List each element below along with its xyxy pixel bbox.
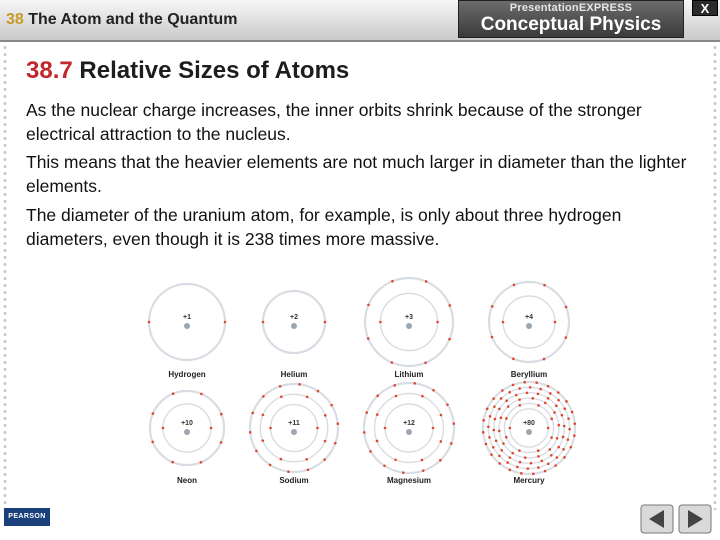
electron (316, 427, 319, 430)
electron (488, 436, 491, 439)
electron (363, 431, 366, 434)
electron (269, 427, 272, 430)
electron (565, 400, 568, 403)
electron (376, 440, 379, 443)
electron (550, 436, 553, 439)
electron (550, 417, 553, 420)
orbit-shell (163, 404, 211, 452)
electron (383, 464, 386, 467)
electron (200, 461, 203, 464)
electron (518, 398, 521, 401)
electron (262, 414, 265, 417)
electron (330, 404, 333, 407)
electron (421, 395, 424, 398)
electron (557, 391, 560, 394)
electron (506, 461, 509, 464)
nuclear-charge: +11 (288, 420, 300, 427)
electron (530, 462, 533, 465)
electron (336, 422, 339, 425)
atom-mercury-diagram (479, 384, 579, 476)
electron (424, 361, 427, 364)
electron (422, 469, 425, 472)
electron (450, 442, 453, 445)
electron (280, 458, 283, 461)
electron (571, 411, 574, 414)
electron (567, 438, 570, 441)
electron (482, 431, 485, 434)
electron (367, 304, 370, 307)
electron (439, 459, 442, 462)
nucleus (526, 429, 532, 435)
electron (452, 422, 455, 425)
atom-lithium-diagram (359, 276, 459, 371)
electron (287, 470, 290, 473)
nuclear-charge: +3 (405, 314, 413, 321)
electron (334, 442, 337, 445)
atom-label: Mercury (513, 476, 545, 485)
left-dot-border (2, 44, 8, 510)
electron (563, 407, 566, 410)
electron (565, 336, 568, 339)
electron (509, 469, 512, 472)
electron (493, 405, 496, 408)
electron (486, 408, 489, 411)
electron (200, 393, 203, 396)
electron (489, 415, 492, 418)
electron (563, 425, 566, 428)
electron (492, 446, 495, 449)
electron (568, 428, 571, 431)
electron (220, 441, 223, 444)
pearson-logo: PEARSON (4, 508, 50, 526)
electron (553, 411, 556, 414)
orbit-shell (510, 409, 548, 447)
atom-hydrogen-diagram (137, 276, 237, 371)
electron (172, 392, 175, 395)
electron (508, 391, 511, 394)
electron (550, 454, 553, 457)
electron (391, 361, 394, 364)
electron (509, 456, 512, 459)
electron (498, 462, 501, 465)
orbit-shell (149, 284, 225, 360)
electron (324, 440, 327, 443)
electron (556, 456, 559, 459)
nuclear-charge: +12 (403, 420, 415, 427)
electron (562, 448, 565, 451)
electron (365, 411, 368, 414)
electron (498, 408, 501, 411)
orbit-shell (380, 293, 437, 350)
nucleus (406, 429, 412, 435)
electron (526, 391, 529, 394)
electron (432, 389, 435, 392)
atom-label: Beryllium (510, 370, 548, 379)
nuclear-charge: +80 (523, 420, 535, 427)
electron (324, 321, 327, 324)
nucleus (184, 429, 190, 435)
electron (491, 336, 494, 339)
electron (537, 404, 540, 407)
right-dot-border (712, 44, 718, 510)
electron (324, 414, 327, 417)
electron (518, 449, 521, 452)
electron (527, 467, 530, 470)
atom-label: Lithium (394, 370, 424, 379)
electron (485, 443, 488, 446)
electron (500, 416, 503, 419)
electron (162, 427, 165, 430)
electron (393, 384, 396, 387)
electron (249, 431, 252, 434)
electron (262, 321, 265, 324)
atom-helium-diagram (244, 276, 344, 371)
electron (224, 321, 227, 324)
electron (269, 464, 272, 467)
electron (446, 403, 449, 406)
electron (421, 459, 424, 462)
orbit-shell (271, 405, 318, 452)
electron (494, 418, 497, 421)
electron (505, 436, 508, 439)
electron (436, 321, 439, 324)
electron (495, 439, 498, 442)
electron (262, 395, 265, 398)
electron (298, 383, 301, 386)
electron (561, 414, 564, 417)
electron (367, 337, 370, 340)
electron (557, 424, 560, 427)
atom-label: Sodium (279, 476, 309, 485)
electron (529, 386, 532, 389)
electron (500, 449, 503, 452)
electron (543, 358, 546, 361)
orbit-shell (150, 391, 224, 465)
electron (531, 397, 534, 400)
electron (501, 389, 504, 392)
electron (513, 284, 516, 287)
electron (556, 437, 559, 440)
electron (307, 468, 310, 471)
electron (379, 321, 382, 324)
electron (500, 397, 503, 400)
electron (570, 446, 573, 449)
electron (280, 395, 283, 398)
electron (567, 417, 570, 420)
electron (547, 427, 550, 430)
electron (573, 434, 576, 437)
orbit-shell (385, 404, 433, 452)
electron (369, 450, 372, 453)
nuclear-charge: +1 (183, 314, 191, 321)
atom-sodium-diagram (244, 384, 344, 476)
orbit-shell (489, 282, 569, 362)
electron (152, 412, 155, 415)
electron (220, 413, 223, 416)
electron (425, 280, 428, 283)
electron (384, 427, 387, 430)
section-number: 38.7 (26, 57, 73, 84)
electron (562, 436, 565, 439)
electron (520, 472, 523, 475)
electron (151, 441, 154, 444)
electron (516, 466, 519, 469)
electron (505, 399, 508, 402)
electron (543, 284, 546, 287)
electron (507, 405, 510, 408)
electron (565, 306, 568, 309)
orbit-shell (365, 278, 453, 366)
electron (279, 385, 282, 388)
atom-label: Magnesium (386, 476, 431, 485)
nucleus (291, 323, 297, 329)
electron (502, 321, 505, 324)
electron (557, 399, 560, 402)
electron (547, 462, 550, 465)
brand-logo (458, 0, 684, 38)
nuclear-charge: +2 (290, 314, 298, 321)
electron (537, 449, 540, 452)
electron (148, 321, 151, 324)
brand-top: PresentationEXPRESS (509, 2, 633, 14)
electron (512, 384, 515, 387)
chapter-title: The Atom and the Quantum (28, 11, 238, 28)
electron (376, 413, 379, 416)
orbit-shell (503, 296, 555, 348)
close-button[interactable]: X (692, 0, 718, 16)
electron (487, 426, 490, 429)
atom-neon-diagram (137, 384, 237, 476)
electron (502, 442, 505, 445)
electron (549, 392, 552, 395)
atom-beryllium-diagram (479, 276, 579, 371)
orbit-shell (483, 382, 575, 474)
atom-label: Neon (177, 476, 197, 485)
electron (413, 382, 416, 385)
electron (305, 458, 308, 461)
electron (540, 460, 543, 463)
electron (549, 448, 552, 451)
atom-label: Hydrogen (168, 370, 206, 379)
electron (492, 397, 495, 400)
electron (557, 446, 560, 449)
electron (535, 381, 538, 384)
electron (171, 461, 174, 464)
previous-slide-button[interactable] (640, 504, 674, 534)
electron (490, 453, 493, 456)
electron (537, 455, 540, 458)
electron (544, 470, 547, 473)
section-title-text: Relative Sizes of Atoms (79, 57, 350, 84)
electron (255, 450, 258, 453)
electron (523, 381, 526, 384)
atom-magnesium-diagram (359, 384, 459, 476)
electron (376, 394, 379, 397)
electron (537, 393, 540, 396)
orbit-shell (504, 403, 553, 452)
paragraph-2: This means that the heavier elements are not much larger in diameter than the lighter elements. (26, 152, 687, 196)
electron (306, 396, 309, 399)
electron (544, 402, 547, 405)
electron (518, 404, 521, 407)
electron (518, 387, 521, 390)
electron (391, 280, 394, 283)
electron (448, 338, 451, 341)
electron (547, 385, 550, 388)
electron (394, 458, 397, 461)
paragraph-3: The diameter of the uranium atom, for example, is only about three hydrogen diameters, even though it is 238 times more massive. (26, 205, 622, 249)
chapter-heading (6, 11, 237, 29)
electron (251, 412, 254, 415)
electron (482, 419, 485, 422)
electron (491, 305, 494, 308)
electron (524, 456, 527, 459)
electron (537, 466, 540, 469)
nucleus (291, 429, 297, 435)
electron (323, 458, 326, 461)
electron (210, 427, 213, 430)
electron (532, 472, 535, 475)
electron (439, 440, 442, 443)
electron (554, 321, 557, 324)
electron (554, 464, 557, 467)
electron (555, 404, 558, 407)
electron (432, 427, 435, 430)
electron (448, 304, 451, 307)
electron (512, 358, 515, 361)
electron (402, 471, 405, 474)
nuclear-charge: +4 (525, 314, 533, 321)
electron (519, 461, 522, 464)
electron (395, 395, 398, 398)
electron (261, 439, 264, 442)
electron (547, 397, 550, 400)
electron (539, 388, 542, 391)
nucleus (184, 323, 190, 329)
nucleus (406, 323, 412, 329)
electron (573, 422, 576, 425)
nucleus (526, 323, 532, 329)
electron (505, 417, 508, 420)
atom-label: Helium (280, 370, 308, 379)
electron (511, 452, 514, 455)
electron (563, 456, 566, 459)
nuclear-charge: +10 (181, 420, 193, 427)
brand-main: Conceptual Physics (480, 14, 662, 35)
chapter-number: 38 (6, 11, 24, 28)
electron (515, 394, 518, 397)
electron (440, 414, 443, 417)
electron (498, 455, 501, 458)
electron (498, 430, 501, 433)
slide-header (0, 0, 720, 42)
orbit-shell (263, 291, 325, 353)
section-title (26, 57, 349, 85)
paragraph-1: As the nuclear charge increases, the inner orbits shrink because of the stronger electrical attraction to the nucleus. (26, 100, 642, 144)
next-slide-button[interactable] (678, 504, 712, 534)
electron (509, 427, 512, 430)
electron (317, 390, 320, 393)
electron (492, 429, 495, 432)
